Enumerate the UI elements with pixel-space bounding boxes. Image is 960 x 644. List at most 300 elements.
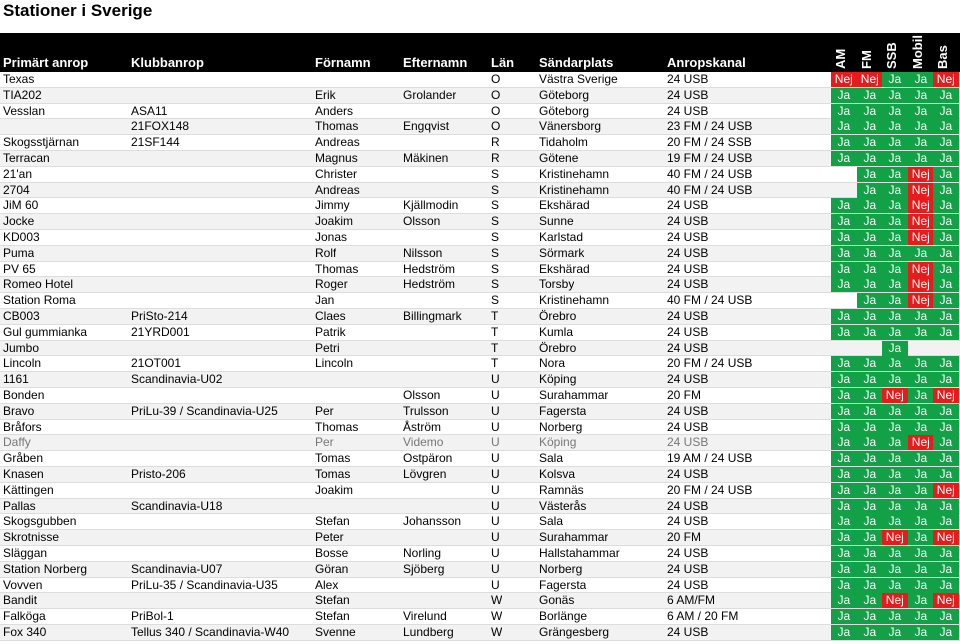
cell-fornamn: Erik <box>315 87 336 102</box>
cell-lan: U <box>491 498 500 513</box>
table-row <box>0 88 960 104</box>
flag-fm: Ja <box>857 246 883 261</box>
flag-am: Ja <box>831 104 857 119</box>
flag-mobil: Ja <box>908 593 934 608</box>
cell-anropskanal: 20 FM / 24 USB <box>667 356 753 371</box>
cell-sandarplats: Vänersborg <box>539 119 602 134</box>
table-row <box>0 388 960 404</box>
cell-fornamn: Peter <box>315 530 344 545</box>
flag-mobil: Nej <box>908 293 934 308</box>
flag-bas: Ja <box>933 467 959 482</box>
cell-sandarplats: Kristinehamn <box>539 182 610 197</box>
flag-fm: Ja <box>857 135 883 150</box>
cell-fornamn: Stefan <box>315 514 350 529</box>
cell-lan: S <box>491 293 500 308</box>
cell-lan: T <box>491 356 499 371</box>
cell-lan: W <box>491 624 503 639</box>
cell-fornamn: Thomas <box>315 119 359 134</box>
cell-klubbanrop: PriSto-214 <box>131 308 188 323</box>
flag-ssb: Ja <box>882 341 908 356</box>
cell-lan: U <box>491 451 500 466</box>
cell-fornamn: Per <box>315 435 334 450</box>
cell-fornamn: Rolf <box>315 245 337 260</box>
flag-am: Ja <box>831 88 857 103</box>
flag-am: Ja <box>831 198 857 213</box>
cell-primart-anrop: 2704 <box>3 182 30 197</box>
flag-bas: Ja <box>933 546 959 561</box>
cell-lan: U <box>491 372 500 387</box>
flag-mobil: Ja <box>908 514 934 529</box>
flag-ssb: Ja <box>882 230 908 245</box>
cell-primart-anrop: 1161 <box>3 372 29 387</box>
cell-primart-anrop: Släggan <box>3 545 48 560</box>
cell-primart-anrop: CB003 <box>3 308 40 323</box>
cell-klubbanrop: 21YRD001 <box>131 324 190 339</box>
header-fornamn: Förnamn <box>315 55 371 70</box>
cell-primart-anrop: JiM 60 <box>3 198 39 213</box>
cell-fornamn: Jimmy <box>315 198 350 213</box>
cell-fornamn: Roger <box>315 277 348 292</box>
cell-anropskanal: 24 USB <box>667 261 709 276</box>
cell-lan: U <box>491 577 500 592</box>
table-row <box>0 262 960 278</box>
table-row <box>0 277 960 293</box>
flag-mobil: Ja <box>908 388 934 403</box>
header-anropskanal: Anropskanal <box>667 55 746 70</box>
cell-anropskanal: 40 FM / 24 USB <box>667 166 753 181</box>
cell-primart-anrop: Kättingen <box>3 482 54 497</box>
table-row <box>0 309 960 325</box>
header-sandarplats: Sändarplats <box>539 55 614 70</box>
flag-ssb: Ja <box>882 214 908 229</box>
table-row <box>0 341 960 357</box>
flag-fm: Ja <box>857 277 883 292</box>
table-row <box>0 356 960 372</box>
cell-anropskanal: 24 USB <box>667 419 709 434</box>
cell-fornamn: Jan <box>315 293 335 308</box>
cell-fornamn: Tomas <box>315 451 351 466</box>
cell-sandarplats: Tidaholm <box>539 135 588 150</box>
flag-fm: Ja <box>857 214 883 229</box>
table-row <box>0 135 960 151</box>
cell-klubbanrop: Tellus 340 / Scandinavia-W40 <box>131 624 290 639</box>
flag-fm: Ja <box>857 483 883 498</box>
cell-anropskanal: 40 FM / 24 USB <box>667 293 753 308</box>
flag-ssb: Ja <box>882 262 908 277</box>
cell-sandarplats: Fagersta <box>539 403 587 418</box>
cell-lan: S <box>491 182 500 197</box>
flag-bas: Nej <box>933 483 959 498</box>
flag-mobil: Ja <box>908 625 934 640</box>
cell-anropskanal: 24 USB <box>667 514 709 529</box>
cell-sandarplats: Kumla <box>539 324 574 339</box>
flag-am: Ja <box>831 530 857 545</box>
cell-primart-anrop: Terracan <box>3 150 50 165</box>
flag-fm: Ja <box>857 230 883 245</box>
flag-ssb: Ja <box>882 514 908 529</box>
cell-efternamn: Videmo <box>403 435 444 450</box>
cell-anropskanal: 24 USB <box>667 245 709 260</box>
cell-anropskanal: 20 FM / 24 SSB <box>667 135 752 150</box>
cell-sandarplats: Köping <box>539 435 577 450</box>
flag-ssb: Ja <box>882 72 908 87</box>
cell-anropskanal: 24 USB <box>667 340 709 355</box>
flag-am: Ja <box>831 372 857 387</box>
cell-primart-anrop: Jocke <box>3 214 35 229</box>
cell-anropskanal: 24 USB <box>667 308 709 323</box>
cell-primart-anrop: Jumbo <box>3 340 40 355</box>
cell-klubbanrop: 21FOX148 <box>131 119 190 134</box>
flag-ssb: Ja <box>882 546 908 561</box>
cell-lan: W <box>491 593 503 608</box>
table-row <box>0 451 960 467</box>
cell-sandarplats: Norberg <box>539 561 583 576</box>
flag-fm: Ja <box>857 198 883 213</box>
flag-ssb: Ja <box>882 167 908 182</box>
cell-lan: O <box>491 103 501 118</box>
cell-primart-anrop: Gul gummianka <box>3 324 88 339</box>
flag-bas: Ja <box>933 151 959 166</box>
flag-fm: Ja <box>857 435 883 450</box>
cell-sandarplats: Kolsva <box>539 466 576 481</box>
flag-fm: Ja <box>857 562 883 577</box>
cell-efternamn: Trulsson <box>403 403 449 418</box>
cell-sandarplats: Norberg <box>539 419 583 434</box>
flag-fm: Ja <box>857 356 883 371</box>
cell-fornamn: Magnus <box>315 150 358 165</box>
cell-anropskanal: 19 AM / 24 USB <box>667 451 753 466</box>
table-row <box>0 499 960 515</box>
cell-sandarplats: Sala <box>539 514 564 529</box>
cell-fornamn: Joakim <box>315 482 354 497</box>
cell-anropskanal: 24 USB <box>667 624 709 639</box>
cell-lan: U <box>491 530 500 545</box>
table-row <box>0 119 960 135</box>
table-row <box>0 293 960 309</box>
flag-mobil: Ja <box>908 530 934 545</box>
table-row <box>0 151 960 167</box>
cell-fornamn: Stefan <box>315 593 350 608</box>
cell-anropskanal: 24 USB <box>667 72 709 86</box>
flag-fm: Nej <box>857 72 883 87</box>
cell-sandarplats: Sörmark <box>539 245 585 260</box>
cell-efternamn: Billingmark <box>403 308 462 323</box>
cell-primart-anrop: Skrotnisse <box>3 530 60 545</box>
cell-sandarplats: Köping <box>539 372 577 387</box>
flag-mobil: Ja <box>908 420 934 435</box>
cell-efternamn: Lundberg <box>403 624 454 639</box>
cell-efternamn: Sjöberg <box>403 561 445 576</box>
cell-anropskanal: 24 USB <box>667 103 709 118</box>
cell-sandarplats: Surahammar <box>539 530 609 545</box>
cell-fornamn: Jonas <box>315 229 348 244</box>
cell-primart-anrop: Vesslan <box>3 103 46 118</box>
flag-fm: Ja <box>857 609 883 624</box>
flag-am: Ja <box>831 625 857 640</box>
table-row <box>0 483 960 499</box>
cell-klubbanrop: ASA11 <box>131 103 168 118</box>
cell-lan: T <box>491 340 499 355</box>
cell-sandarplats: Kristinehamn <box>539 293 610 308</box>
cell-klubbanrop: 21OT001 <box>131 356 182 371</box>
table-row <box>0 578 960 594</box>
cell-lan: S <box>491 166 500 181</box>
flag-am: Ja <box>831 499 857 514</box>
cell-fornamn: Stefan <box>315 609 350 624</box>
table-row <box>0 625 960 641</box>
cell-fornamn: Göran <box>315 561 349 576</box>
cell-anropskanal: 24 USB <box>667 229 709 244</box>
flag-fm: Ja <box>857 499 883 514</box>
cell-sandarplats: Sunne <box>539 214 574 229</box>
cell-fornamn: Thomas <box>315 419 359 434</box>
table-header <box>0 33 960 72</box>
flag-ssb: Ja <box>882 356 908 371</box>
cell-sandarplats: Ekshärad <box>539 198 590 213</box>
table-row <box>0 609 960 625</box>
cell-anropskanal: 24 USB <box>667 372 709 387</box>
flag-mobil: Ja <box>908 404 934 419</box>
page-title: Stationer i Sverige <box>3 1 153 20</box>
cell-sandarplats: Göteborg <box>539 103 590 118</box>
cell-lan: U <box>491 419 500 434</box>
cell-fornamn: Lincoln <box>315 356 354 371</box>
flag-mobil: Nej <box>908 198 934 213</box>
flag-fm: Ja <box>857 578 883 593</box>
flag-ssb: Nej <box>882 593 908 608</box>
flag-am: Ja <box>831 325 857 340</box>
cell-primart-anrop: 21'an <box>3 166 32 181</box>
table-row <box>0 183 960 199</box>
cell-anropskanal: 20 FM / 24 USB <box>667 482 753 497</box>
cell-lan: S <box>491 229 500 244</box>
flag-mobil: Ja <box>908 372 934 387</box>
flag-bas: Ja <box>933 451 959 466</box>
flag-ssb: Ja <box>882 88 908 103</box>
cell-efternamn: Olsson <box>403 214 441 229</box>
cell-lan: T <box>491 308 499 323</box>
cell-sandarplats: Hallstahammar <box>539 545 620 560</box>
flag-ssb: Ja <box>882 420 908 435</box>
flag-mobil: Ja <box>908 88 934 103</box>
flag-bas: Ja <box>933 435 959 450</box>
cell-efternamn: Mäkinen <box>403 150 449 165</box>
flag-am: Ja <box>831 483 857 498</box>
header-klubbanrop: Klubbanrop <box>131 55 204 70</box>
flag-bas: Ja <box>933 499 959 514</box>
cell-fornamn: Per <box>315 403 334 418</box>
table-row <box>0 435 960 451</box>
cell-efternamn: Virelund <box>403 609 447 624</box>
flag-mobil: Ja <box>908 151 934 166</box>
flag-fm: Ja <box>857 546 883 561</box>
cell-anropskanal: 24 USB <box>667 545 709 560</box>
cell-fornamn: Petri <box>315 340 340 355</box>
flag-mobil: Nej <box>908 183 934 198</box>
flag-bas: Ja <box>933 372 959 387</box>
cell-lan: W <box>491 609 503 624</box>
flag-bas: Ja <box>933 230 959 245</box>
cell-efternamn: Johansson <box>403 514 462 529</box>
cell-anropskanal: 24 USB <box>667 498 709 513</box>
flag-ssb: Ja <box>882 562 908 577</box>
cell-fornamn: Joakim <box>315 214 354 229</box>
flag-fm: Ja <box>857 309 883 324</box>
flag-am: Ja <box>831 609 857 624</box>
cell-fornamn: Svenne <box>315 624 356 639</box>
header-bas: Bas <box>934 45 950 69</box>
flag-ssb: Ja <box>882 499 908 514</box>
flag-ssb: Ja <box>882 467 908 482</box>
flag-mobil: Ja <box>908 246 934 261</box>
flag-bas: Ja <box>933 625 959 640</box>
cell-lan: T <box>491 324 499 339</box>
flag-fm: Ja <box>857 420 883 435</box>
flag-bas: Ja <box>933 119 959 134</box>
cell-sandarplats: Örebro <box>539 340 577 355</box>
flag-am: Ja <box>831 578 857 593</box>
flag-mobil: Nej <box>908 167 934 182</box>
flag-fm: Ja <box>857 514 883 529</box>
cell-primart-anrop: Fox 340 <box>3 624 47 639</box>
cell-sandarplats: Götene <box>539 150 579 165</box>
flag-bas: Ja <box>933 514 959 529</box>
flag-bas: Nej <box>933 530 959 545</box>
cell-lan: U <box>491 466 500 481</box>
flag-ssb: Nej <box>882 388 908 403</box>
flag-bas: Nej <box>933 388 959 403</box>
flag-am: Ja <box>831 514 857 529</box>
cell-lan: O <box>491 87 501 102</box>
cell-sandarplats: Grängesberg <box>539 624 610 639</box>
table-row <box>0 562 960 578</box>
table-row <box>0 467 960 483</box>
flag-mobil: Ja <box>908 135 934 150</box>
cell-anropskanal: 19 FM / 24 USB <box>667 150 753 165</box>
cell-lan: S <box>491 245 500 260</box>
flag-mobil: Nej <box>908 230 934 245</box>
flag-fm: Ja <box>857 151 883 166</box>
cell-sandarplats: Gonäs <box>539 593 575 608</box>
cell-anropskanal: 20 FM <box>667 530 702 545</box>
flag-ssb: Ja <box>882 309 908 324</box>
cell-fornamn: Christer <box>315 166 358 181</box>
flag-ssb: Ja <box>882 135 908 150</box>
cell-primart-anrop: Lincoln <box>3 356 42 371</box>
flag-ssb: Ja <box>882 625 908 640</box>
flag-bas: Ja <box>933 578 959 593</box>
flag-mobil: Ja <box>908 467 934 482</box>
flag-mobil: Ja <box>908 72 934 87</box>
flag-mobil: Ja <box>908 119 934 134</box>
cell-efternamn: Olsson <box>403 387 441 402</box>
cell-sandarplats: Västra Sverige <box>539 72 618 86</box>
flag-ssb: Ja <box>882 293 908 308</box>
flag-mobil: Ja <box>908 562 934 577</box>
cell-efternamn: Kjällmodin <box>403 198 459 213</box>
cell-primart-anrop: TIA202 <box>3 87 42 102</box>
flag-mobil: Ja <box>908 356 934 371</box>
table-row <box>0 325 960 341</box>
flag-ssb: Ja <box>882 277 908 292</box>
cell-sandarplats: Karlstad <box>539 229 584 244</box>
cell-fornamn: Tomas <box>315 466 351 481</box>
cell-anropskanal: 24 USB <box>667 198 709 213</box>
flag-fm: Ja <box>857 119 883 134</box>
flag-fm: Ja <box>857 467 883 482</box>
flag-mobil: Ja <box>908 578 934 593</box>
cell-lan: O <box>491 72 501 86</box>
flag-mobil: Ja <box>908 325 934 340</box>
cell-anropskanal: 6 AM / 20 FM <box>667 609 739 624</box>
flag-ssb: Ja <box>882 104 908 119</box>
table-row <box>0 72 960 88</box>
flag-bas: Ja <box>933 309 959 324</box>
flag-am: Ja <box>831 356 857 371</box>
cell-anropskanal: 24 USB <box>667 324 709 339</box>
flag-bas: Ja <box>933 198 959 213</box>
flag-ssb: Ja <box>882 198 908 213</box>
cell-primart-anrop: KD003 <box>3 229 40 244</box>
cell-lan: S <box>491 198 500 213</box>
flag-ssb: Ja <box>882 183 908 198</box>
flag-bas: Ja <box>933 262 959 277</box>
cell-fornamn: Bosse <box>315 545 349 560</box>
cell-sandarplats: Sala <box>539 451 564 466</box>
cell-fornamn: Patrik <box>315 324 346 339</box>
cell-primart-anrop: Station Roma <box>3 293 76 308</box>
flag-mobil: Ja <box>908 546 934 561</box>
cell-efternamn: Hedström <box>403 277 456 292</box>
header-ssb: SSB <box>883 42 899 69</box>
flag-am: Ja <box>831 420 857 435</box>
cell-lan: S <box>491 214 500 229</box>
table-row <box>0 246 960 262</box>
table-row <box>0 530 960 546</box>
flag-mobil: Nej <box>908 435 934 450</box>
flag-mobil: Ja <box>908 483 934 498</box>
cell-primart-anrop: Gråben <box>3 451 44 466</box>
cell-lan: U <box>491 514 500 529</box>
flag-fm: Ja <box>857 625 883 640</box>
flag-am: Ja <box>831 451 857 466</box>
title-gap <box>0 25 960 33</box>
cell-primart-anrop: Daffy <box>3 435 31 450</box>
cell-anropskanal: 24 USB <box>667 87 709 102</box>
flag-mobil: Nej <box>908 262 934 277</box>
flag-bas: Ja <box>933 214 959 229</box>
cell-efternamn: Norling <box>403 545 442 560</box>
cell-fornamn: Claes <box>315 308 346 323</box>
cell-sandarplats: Torsby <box>539 277 575 292</box>
flag-am: Ja <box>831 214 857 229</box>
table-row <box>0 230 960 246</box>
flag-fm: Ja <box>857 262 883 277</box>
flag-mobil: Nej <box>908 214 934 229</box>
flag-am: Ja <box>831 246 857 261</box>
cell-klubbanrop: PriLu-39 / Scandinavia-U25 <box>131 403 278 418</box>
flag-ssb: Ja <box>882 119 908 134</box>
cell-lan: U <box>491 387 500 402</box>
table-row <box>0 420 960 436</box>
flag-fm: Ja <box>857 104 883 119</box>
flag-bas: Ja <box>933 609 959 624</box>
flag-am: Ja <box>831 309 857 324</box>
flag-am: Ja <box>831 388 857 403</box>
cell-lan: U <box>491 403 500 418</box>
cell-anropskanal: 6 AM/FM <box>667 593 716 608</box>
cell-primart-anrop: Falköga <box>3 609 46 624</box>
